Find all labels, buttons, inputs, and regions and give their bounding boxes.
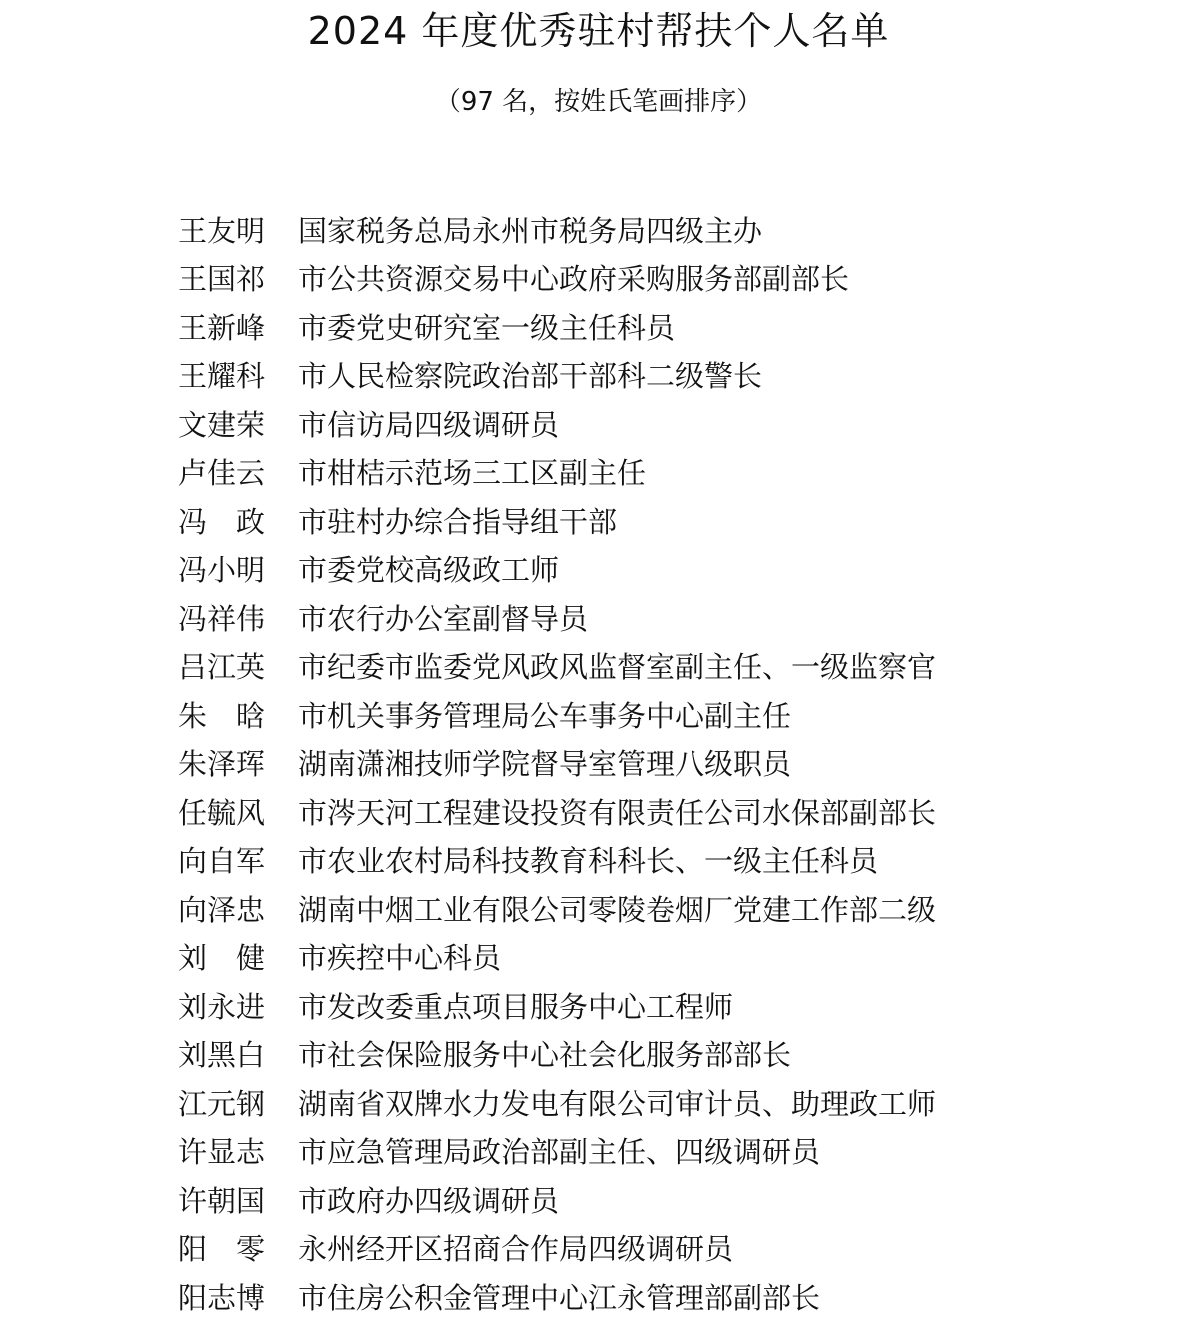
list-item xyxy=(178,351,1138,400)
document-title: 2024 年度优秀驻村帮扶个人名单 xyxy=(307,9,890,53)
person-position: 市发改委重点项目服务中心工程师 xyxy=(298,989,734,1024)
person-name: 冯小明 xyxy=(178,553,266,588)
person-position: 市驻村办综合指导组干部 xyxy=(298,504,618,539)
person-position: 市委党史研究室一级主任科员 xyxy=(298,310,676,345)
person-position: 市柑桔示范场三工区副主任 xyxy=(298,456,647,491)
person-name: 许朝国 xyxy=(178,1183,266,1218)
list-item xyxy=(178,981,1138,1030)
person-name: 刘永进 xyxy=(178,989,266,1024)
person-position: 市疾控中心科员 xyxy=(298,941,502,976)
person-position: 湖南省双牌水力发电有限公司审计员、助理政工师 xyxy=(298,1086,937,1121)
list-item xyxy=(178,593,1138,642)
person-name: 朱泽珲 xyxy=(178,747,266,782)
list-item xyxy=(178,1078,1138,1127)
person-name: 江元钢 xyxy=(178,1086,266,1121)
person-name: 卢佳云 xyxy=(178,456,266,491)
person-name: 任毓风 xyxy=(178,795,266,830)
person-name: 文建荣 xyxy=(178,407,266,442)
list-item xyxy=(178,448,1138,497)
person-position: 市政府办四级调研员 xyxy=(298,1183,560,1218)
person-name: 王新峰 xyxy=(178,310,266,345)
list-item xyxy=(178,739,1138,788)
list-item xyxy=(178,690,1138,739)
person-position: 市应急管理局政治部副主任、四级调研员 xyxy=(298,1135,821,1170)
list-item xyxy=(178,399,1138,448)
person-position: 市纪委市监委党风政风监督室副主任、一级监察官 xyxy=(298,650,937,685)
list-item xyxy=(178,836,1138,885)
list-item xyxy=(178,884,1138,933)
person-name: 向自军 xyxy=(178,844,266,879)
person-position: 市住房公积金管理中心江永管理部副部长 xyxy=(298,1280,821,1315)
person-position: 湖南潇湘技师学院督导室管理八级职员 xyxy=(298,747,792,782)
person-name: 王友明 xyxy=(178,213,266,248)
person-name: 阳 零 xyxy=(178,1232,266,1267)
list-item xyxy=(178,1030,1138,1079)
person-position: 市委党校高级政工师 xyxy=(298,553,560,588)
person-position: 永州经开区招商合作局四级调研员 xyxy=(298,1232,734,1267)
list-item xyxy=(178,787,1138,836)
person-position: 市公共资源交易中心政府采购服务部副部长 xyxy=(298,262,850,297)
document-subtitle: （97 名，按姓氏笔画排序） xyxy=(434,87,763,117)
person-position: 市人民检察院政治部干部科二级警长 xyxy=(298,359,763,394)
person-name: 刘 健 xyxy=(178,941,266,976)
list-item xyxy=(178,1272,1138,1321)
list-item xyxy=(178,254,1138,303)
person-name: 许显志 xyxy=(178,1135,266,1170)
person-position: 市社会保险服务中心社会化服务部部长 xyxy=(298,1038,792,1073)
list-item xyxy=(178,302,1138,351)
person-name: 王耀科 xyxy=(178,359,266,394)
person-position: 国家税务总局永州市税务局四级主办 xyxy=(298,213,763,248)
person-name: 冯 政 xyxy=(178,504,266,539)
list-item xyxy=(178,1224,1138,1273)
person-position: 市涔天河工程建设投资有限责任公司水保部副部长 xyxy=(298,795,937,830)
person-name: 刘黑白 xyxy=(178,1038,266,1073)
list-item xyxy=(178,933,1138,982)
person-position: 市农业农村局科技教育科科长、一级主任科员 xyxy=(298,844,879,879)
person-position: 市机关事务管理局公车事务中心副主任 xyxy=(298,698,792,733)
person-name: 阳志博 xyxy=(178,1280,266,1315)
person-name: 向泽忠 xyxy=(178,892,266,927)
person-name: 王国祁 xyxy=(178,262,266,297)
list-item xyxy=(178,205,1138,254)
list-item xyxy=(178,496,1138,545)
person-position: 市农行办公室副督导员 xyxy=(298,601,589,636)
list-item xyxy=(178,1127,1138,1176)
person-name: 冯祥伟 xyxy=(178,601,266,636)
person-name: 朱 晗 xyxy=(178,698,266,733)
people-list xyxy=(178,205,1138,1321)
list-item xyxy=(178,1175,1138,1224)
person-position: 湖南中烟工业有限公司零陵卷烟厂党建工作部二级 xyxy=(298,892,937,927)
person-position: 市信访局四级调研员 xyxy=(298,407,560,442)
list-item xyxy=(178,545,1138,594)
list-item xyxy=(178,642,1138,691)
person-name: 吕江英 xyxy=(178,650,266,685)
